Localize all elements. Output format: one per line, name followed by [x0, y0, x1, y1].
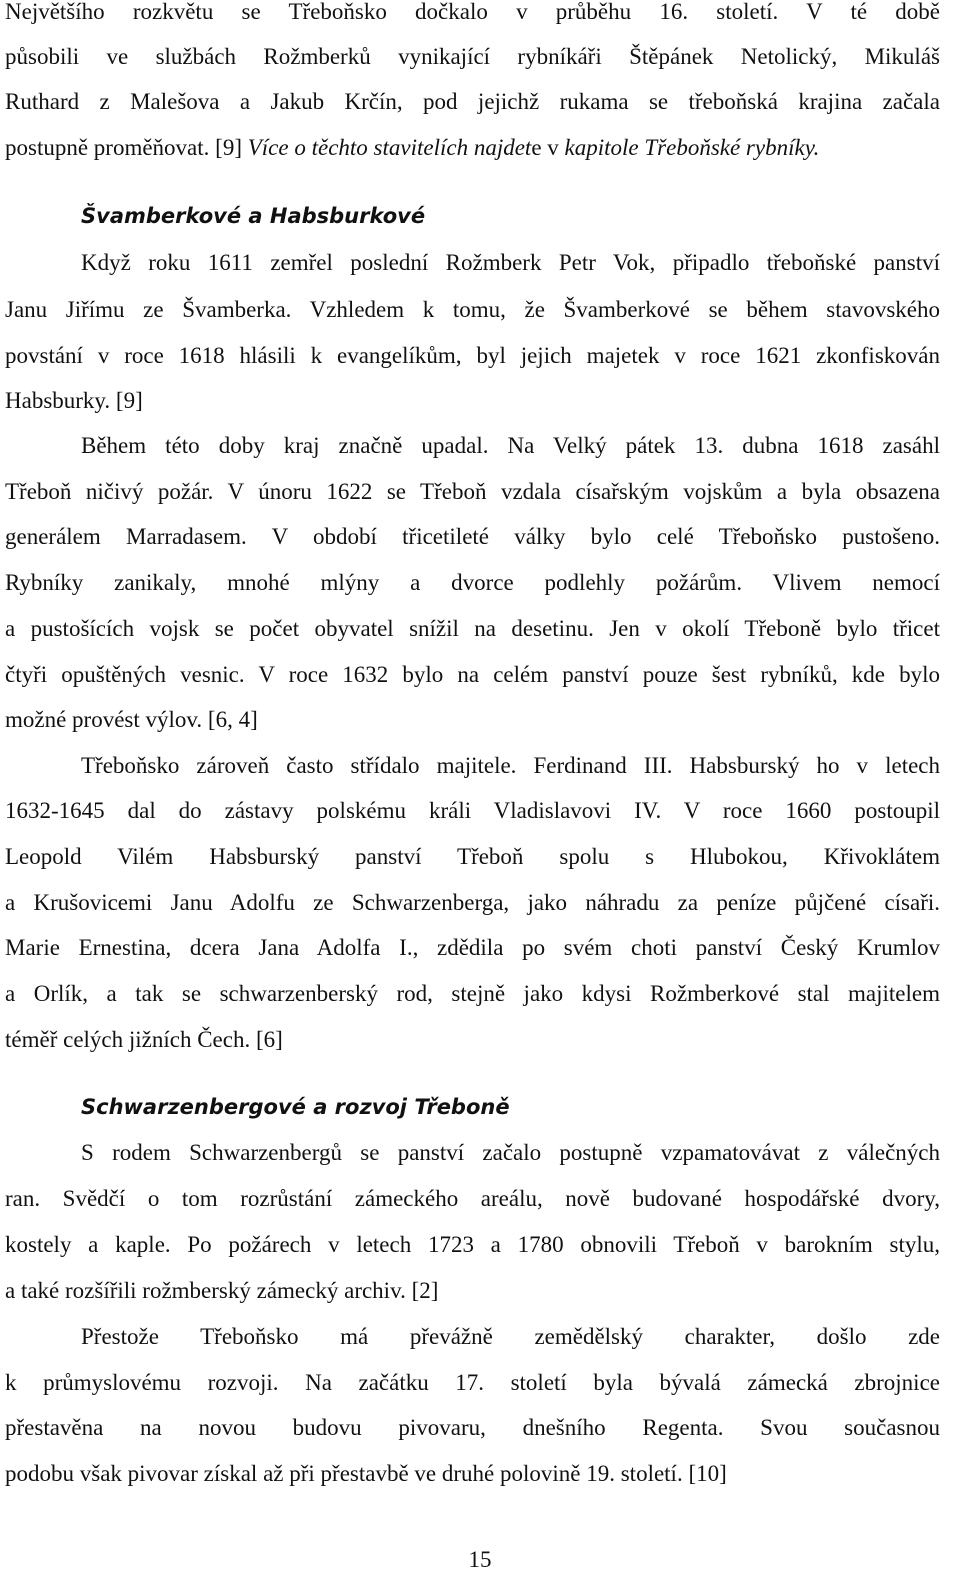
- intro-line: Ruthard z Malešova a Jakub Krčín, pod jejichž rukama se třeboňská krajina začala: [5, 89, 940, 114]
- section-heading: Schwarzenbergové a rozvoj Třeboně: [81, 1095, 510, 1119]
- paragraph-line: Rybníky zanikaly, mnohé mlýny a dvorce podlehly požárům. Vlivem nemocí: [5, 570, 940, 595]
- paragraph-line: Třeboňsko zároveň často střídalo majitele. Ferdinand III. Habsburský ho v letech: [81, 753, 940, 778]
- paragraph-line: a Orlík, a tak se schwarzenberský rod, stejně jako kdysi Rožmberkové stal majitelem: [5, 981, 940, 1006]
- intro-line: Největšího rozkvětu se Třeboňsko dočkalo v průběhu 16. století. V té době: [5, 0, 940, 24]
- paragraph-line: čtyři opuštěných vesnic. V roce 1632 bylo na celém panství pouze šest rybníků, kde bylo: [5, 662, 940, 687]
- paragraph-line: a pustošících vojsk se počet obyvatel snížil na desetinu. Jen v okolí Třeboně bylo třicet: [5, 616, 940, 641]
- italic-reference-phrase: Více o těchto stavitelích najdet: [247, 135, 532, 160]
- paragraph-line: 1632-1645 dal do zástavy polskému králi Vladislavovi IV. V roce 1660 postoupil: [5, 798, 940, 823]
- page-number: 15: [468, 1547, 492, 1572]
- intro-line: působili ve službách Rožmberků vynikající rybníkáři Štěpánek Netolický, Mikuláš: [5, 44, 940, 69]
- paragraph-line: možné provést výlov. [6, 4]: [5, 707, 258, 732]
- intro-line-middle: e v: [531, 135, 565, 160]
- paragraph-line: Janu Jiřímu ze Švamberka. Vzhledem k tomu, že Švamberkové se během stavovského: [5, 297, 940, 322]
- section-heading: Švamberkové a Habsburkové: [81, 204, 426, 228]
- intro-line-start: postupně proměňovat. [9]: [5, 135, 248, 160]
- paragraph-line: generálem Marradasem. V období třicetileté války bylo celé Třeboňsko pustošeno.: [5, 524, 940, 549]
- italic-chapter-reference: kapitole Třeboňské rybníky.: [564, 135, 820, 160]
- paragraph-line: Habsburky. [9]: [5, 388, 143, 413]
- paragraph-line: povstání v roce 1618 hlásili k evangelíkům, byl jejich majetek v roce 1621 zkonfiskován: [5, 343, 940, 368]
- paragraph-line: ran. Svědčí o tom rozrůstání zámeckého areálu, nově budované hospodářské dvory,: [5, 1186, 940, 1211]
- paragraph-line: Marie Ernestina, dcera Jana Adolfa I., zdědila po svém choti panství Český Krumlov: [5, 935, 940, 960]
- paragraph-line: téměř celých jižních Čech. [6]: [5, 1027, 283, 1052]
- paragraph-line: Třeboň ničivý požár. V únoru 1622 se Třeboň vzdala císařským vojskům a byla obsazena: [5, 479, 940, 504]
- paragraph-line: Leopold Vilém Habsburský panství Třeboň spolu s Hlubokou, Křivoklátem: [5, 844, 940, 869]
- paragraph-line: k průmyslovému rozvoji. Na začátku 17. století byla bývalá zámecká zbrojnice: [5, 1370, 940, 1395]
- paragraph-line: Když roku 1611 zemřel poslední Rožmberk Petr Vok, připadlo třeboňské panství: [81, 250, 940, 275]
- paragraph-line: a také rozšířili rožmberský zámecký archiv. [2]: [5, 1278, 439, 1303]
- paragraph-line: podobu však pivovar získal až při přestavbě ve druhé polovině 19. století. [10]: [5, 1461, 727, 1486]
- paragraph-line: S rodem Schwarzenbergů se panství začalo postupně vzpamatovávat z válečných: [81, 1140, 940, 1165]
- paragraph-line: kostely a kaple. Po požárech v letech 1723 a 1780 obnovili Třeboň v barokním stylu,: [5, 1232, 940, 1257]
- paragraph-line: Během této doby kraj značně upadal. Na Velký pátek 13. dubna 1618 zasáhl: [81, 433, 940, 458]
- intro-line-with-reference: [5, 134, 819, 162]
- paragraph-line: Přestože Třeboňsko má převážně zemědělský charakter, došlo zde: [81, 1324, 940, 1349]
- paragraph-line: a Krušovicemi Janu Adolfu ze Schwarzenberga, jako náhradu za peníze půjčené císaři.: [5, 890, 940, 915]
- paragraph-line: přestavěna na novou budovu pivovaru, dnešního Regenta. Svou současnou: [5, 1415, 940, 1440]
